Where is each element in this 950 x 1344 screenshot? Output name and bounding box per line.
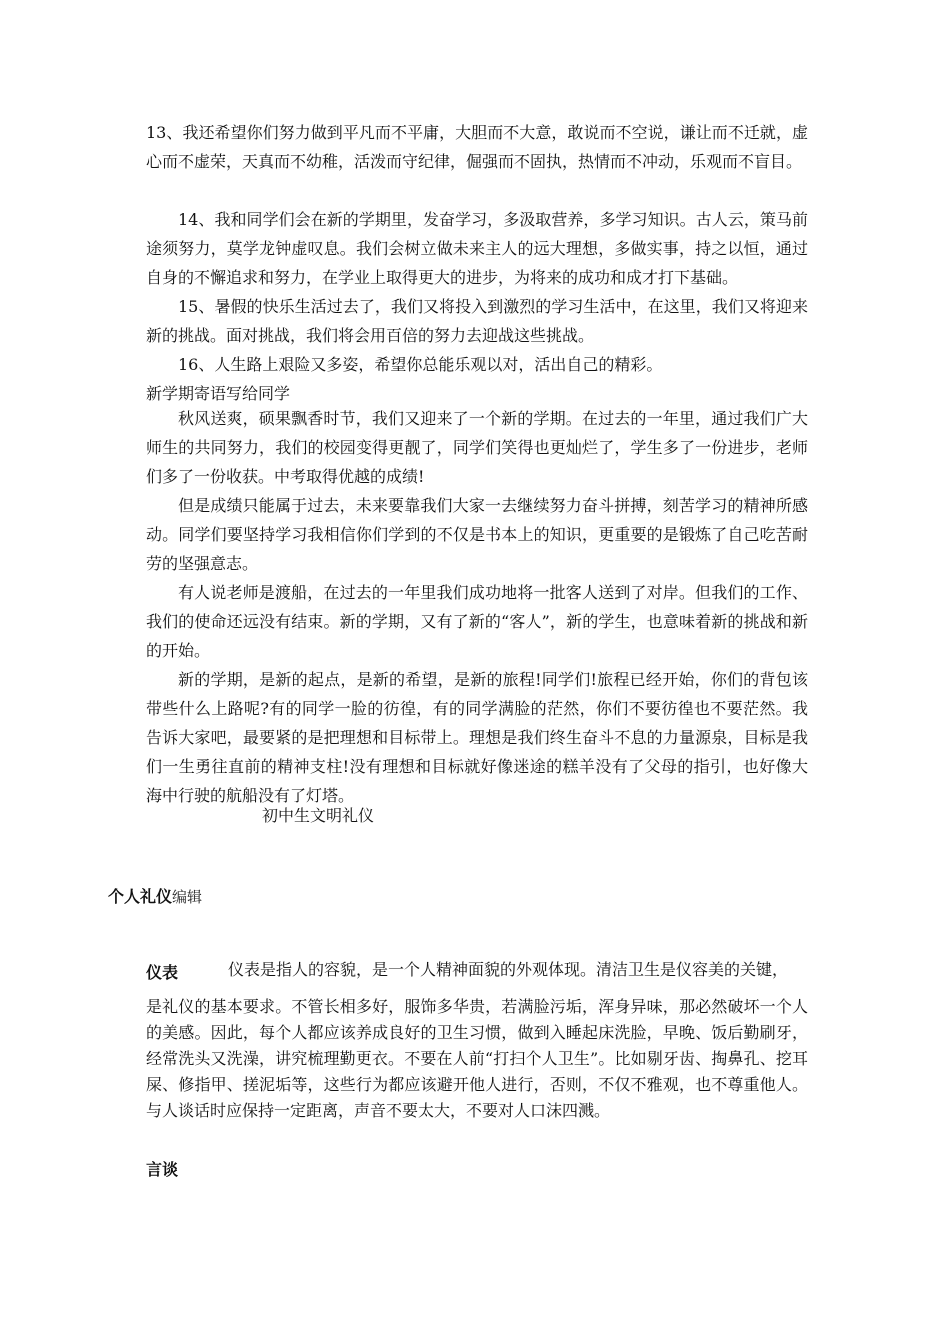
term-speech: 言谈 xyxy=(146,1160,179,1179)
section-heading xyxy=(108,884,202,907)
section-title: 个人礼仪 xyxy=(108,887,173,906)
term-appearance-first-line: 仪表是指人的容貌，是一个人精神面貌的外观体现。清洁卫生是仪容美的关键， xyxy=(228,960,789,979)
paragraph-15: 15、暑假的快乐生活过去了，我们又将投入到激烈的学习生活中，在这里，我们又将迎来新的挑战。面对挑战，我们将会用百倍的努力去迎战这些挑战。 xyxy=(146,297,808,345)
article-paragraph-4: 新的学期，是新的起点，是新的希望，是新的旅程!同学们!旅程已经开始，你们的背包该带些什么上路呢?有的同学一脸的彷徨，有的同学满脸的茫然，你们不要彷徨也不要茫然。我告诉大家吧，最要紧的是把理想和目标带上。理想是我们终生奋斗不息的力量源泉，目标是我们一生勇往直前的精神支柱!没有理想和目标就好像迷途的糕羊没有了父母的指引，也好像大海中行驶的航船没有了灯塔。 xyxy=(146,670,808,805)
article-paragraph-3: 有人说老师是渡船，在过去的一年里我们成功地将一批客人送到了对岸。但我们的工作、我们的使命还远没有结束。新的学期，又有了新的“客人”，新的学生，也意味着新的挑战和新的开始。 xyxy=(146,583,808,660)
article-heading: 新学期寄语写给同学 xyxy=(146,384,291,403)
article-paragraph-2: 但是成绩只能属于过去，未来要靠我们大家一去继续努力奋斗拼搏，刻苦学习的精神所感动。同学们要坚持学习我相信你们学到的不仅是书本上的知识，更重要的是锻炼了自己吃苦耐劳的坚强意志。 xyxy=(146,496,808,573)
paragraph-13: 13、我还希望你们努力做到平凡而不平庸，大胆而不大意，敢说而不空说，谦让而不迁就，虚心而不虚荣，天真而不幼稚，活泼而守纪律，倔强而不固执，热情而不冲动，乐观而不盲目。 xyxy=(146,123,808,171)
term-appearance-body: 是礼仪的基本要求。不管长相多好，服饰多华贵，若满脸污垢，浑身异味，那必然破坏一个人的美感。因此，每个人都应该养成良好的卫生习惯，做到入睡起床洗脸，早晚、饭后勤刷牙，经常洗头又洗澡，讲究梳理勤更衣。不要在人前“打扫个人卫生”。比如剔牙齿、掏鼻孔、挖耳屎、修指甲、搓泥垢等，这些行为都应该避开他人进行，否则，不仅不雅观，也不尊重他人。与人谈话时应保持一定距离，声音不要太大，不要对人口沫四溅。 xyxy=(146,997,808,1120)
paragraph-16: 16、人生路上艰险又多姿，希望你总能乐观以对，活出自己的精彩。 xyxy=(178,355,663,374)
article-paragraph-1: 秋风送爽，硕果飘香时节，我们又迎来了一个新的学期。在过去的一年里，通过我们广大师生的共同努力，我们的校园变得更靓了，同学们笑得也更灿烂了，学生多了一份进步，老师们多了一份收获。中考取得优越的成绩! xyxy=(146,409,808,486)
edit-link[interactable]: 编辑 xyxy=(172,888,203,906)
paragraph-14: 14、我和同学们会在新的学期里，发奋学习，多汲取营养，多学习知识。古人云，策马前途须努力，莫学龙钟虚叹息。我们会树立做未来主人的远大理想，多做实事，持之以恒，通过自身的不懈追求和努力，在学业上取得更大的进步，为将来的成功和成才打下基础。 xyxy=(146,210,808,287)
term-appearance: 仪表 xyxy=(146,963,179,982)
caption-civility: 初中生文明礼仪 xyxy=(262,806,375,825)
